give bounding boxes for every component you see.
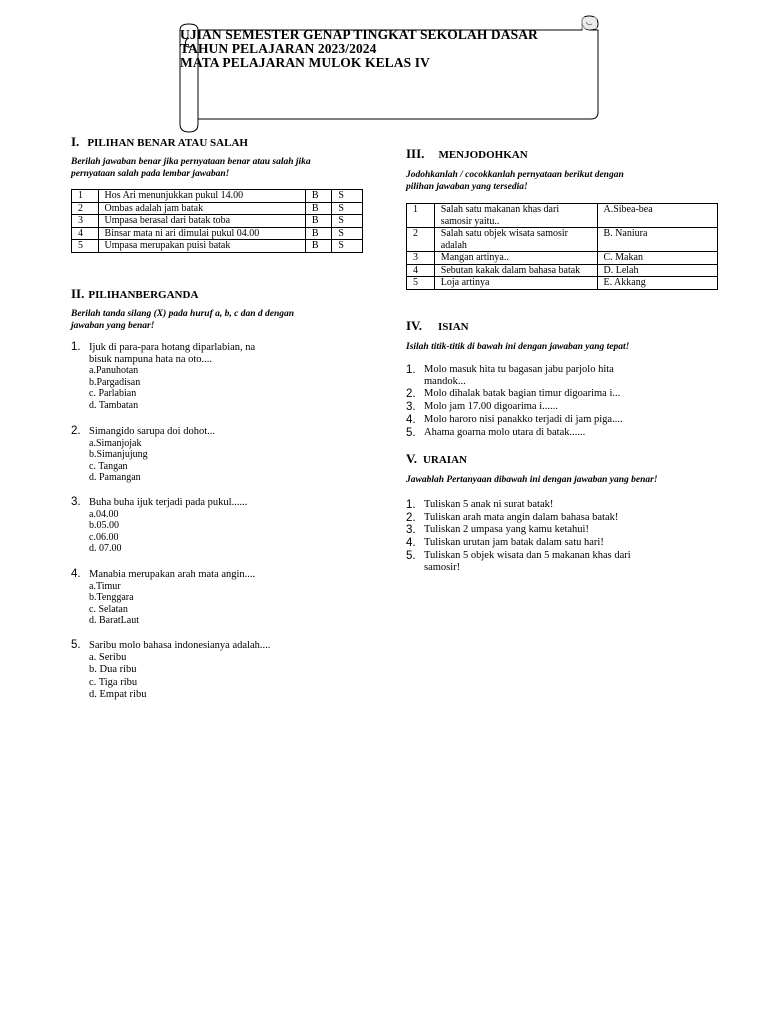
- row-number: 5: [407, 277, 435, 290]
- statement-text: Ombas adalah jam batak: [98, 202, 305, 215]
- question-text: Ijuk di para-para hotang diparlabian, na: [89, 342, 256, 353]
- item-number: 5.: [406, 550, 416, 562]
- section-1-instruction: [71, 157, 371, 180]
- statement-text: Binsar mata ni ari dimulai pukul 04.00: [98, 227, 305, 240]
- table-row: [72, 215, 363, 228]
- question: [71, 341, 349, 411]
- answer-option[interactable]: b.Tenggara: [89, 592, 134, 603]
- statement-text: Sebutan kakak dalam bahasa batak: [434, 264, 597, 277]
- question-number: 2.: [71, 425, 81, 437]
- list-item: [406, 550, 724, 574]
- section-2-title: PILIHANBERGANDA: [88, 289, 199, 301]
- instruction-line: jawaban yang benar!: [71, 320, 155, 331]
- table-row: [407, 264, 718, 277]
- section-4-instruction: Isilah titik-titik di bawah ini dengan jawaban yang tepat!: [406, 342, 630, 352]
- list-item: [406, 524, 724, 536]
- statement-text: Hos Ari menunjukkan pukul 14.00: [98, 190, 305, 203]
- row-number: 4: [72, 227, 99, 240]
- section-2-heading: [71, 286, 198, 302]
- statement-text: Umpasa merupakan puisi batak: [98, 240, 305, 253]
- instruction-line: Jodohkanlah / cocokkanlah pernyataan berikut dengan: [406, 170, 624, 180]
- section-3-title: MENJODOHKAN: [438, 149, 528, 161]
- option-benar[interactable]: B: [305, 227, 332, 240]
- section-2-number: II.: [71, 286, 85, 301]
- option-benar[interactable]: B: [305, 202, 332, 215]
- list-item: [406, 499, 724, 511]
- answer-option[interactable]: a.04.00: [89, 508, 119, 520]
- true-false-table: [71, 189, 363, 253]
- section-5-title: URAIAN: [422, 454, 467, 466]
- list-item: [406, 414, 724, 426]
- question-text: Manabia merupakan arah mata angin....: [89, 569, 256, 580]
- instruction-line: Berilah tanda silang (X) pada huruf a, b, c dan d dengan: [71, 309, 295, 319]
- item-text: Tuliskan arah mata angin dalam bahasa batak!: [424, 512, 619, 523]
- answer-option[interactable]: d. Empat ribu: [89, 689, 147, 700]
- row-number: 1: [407, 204, 435, 228]
- answer-option[interactable]: c. Parlabian: [89, 388, 137, 399]
- answer-option[interactable]: b.Simanjujung: [89, 449, 148, 460]
- list-item: [406, 388, 724, 400]
- question-number: 4.: [71, 568, 81, 580]
- item-text: Molo dihalak batak bagian timur digoarima i...: [424, 388, 621, 399]
- answer-option[interactable]: a. Seribu: [89, 651, 127, 663]
- answer-option[interactable]: d. Tambatan: [89, 399, 139, 411]
- question: [71, 496, 349, 555]
- table-row: [72, 240, 363, 253]
- statement-text: Salah satu objek wisata samosir adalah: [434, 228, 597, 252]
- item-text: samosir!: [424, 562, 461, 573]
- table-row: [72, 227, 363, 240]
- option-salah[interactable]: S: [332, 202, 363, 215]
- answer-option[interactable]: d. Pamangan: [89, 472, 141, 483]
- answer-option[interactable]: a.Panuhotan: [89, 365, 139, 376]
- list-item: [406, 512, 724, 524]
- question: [71, 568, 349, 627]
- answer-option: B. Naniura: [597, 228, 718, 252]
- option-benar[interactable]: B: [305, 240, 332, 253]
- row-number: 3: [407, 252, 435, 265]
- table-row: [407, 252, 718, 265]
- section-1-title: PILIHAN BENAR ATAU SALAH: [87, 137, 248, 149]
- question-number: 3.: [71, 496, 81, 508]
- item-text: Molo haroro nisi panakko terjadi di jam piga....: [424, 414, 623, 425]
- option-salah[interactable]: S: [332, 215, 363, 228]
- section-5-number: V.: [406, 451, 417, 466]
- table-row: [72, 190, 363, 203]
- section-1-heading: [71, 134, 248, 150]
- instruction-line: pernyataan salah pada lembar jawaban!: [71, 168, 230, 179]
- list-item: [406, 537, 724, 549]
- instruction-line: pilihan jawaban yang tersedia!: [406, 181, 528, 192]
- item-text: Molo masuk hita tu bagasan jabu parjolo hita: [424, 364, 614, 375]
- instruction-line: Berilah jawaban benar jika pernyataan benar atau salah jika: [71, 157, 311, 167]
- item-number: 4.: [406, 414, 416, 426]
- question-text: Simangido sarupa doi dohot...: [89, 426, 215, 437]
- answer-option[interactable]: c. Tiga ribu: [89, 676, 138, 688]
- list-item: [406, 401, 724, 413]
- question: [71, 425, 349, 484]
- title-line-3: MATA PELAJARAN MULOK KELAS IV: [180, 55, 430, 70]
- item-text: Ahama goarna molo utara di batak......: [424, 427, 586, 438]
- answer-option: C. Makan: [597, 252, 718, 265]
- answer-option: D. Lelah: [597, 264, 718, 277]
- item-text: Tuliskan 5 anak ni surat batak!: [424, 499, 554, 510]
- answer-option[interactable]: a.Simanjojak: [89, 437, 142, 449]
- exam-title: [180, 28, 538, 70]
- item-number: 2.: [406, 512, 416, 524]
- section-2-instruction: [71, 309, 371, 332]
- item-number: 4.: [406, 537, 416, 549]
- section-5-instruction: Jawablah Pertanyaan dibawah ini dengan jawaban yang benar!: [406, 475, 658, 485]
- item-text: Tuliskan 5 objek wisata dan 5 makanan khas dari: [424, 550, 631, 561]
- table-row: [407, 204, 718, 228]
- item-number: 3.: [406, 524, 416, 536]
- title-line-2: TAHUN PELAJARAN 2023/2024: [180, 41, 377, 56]
- row-number: 3: [72, 215, 99, 228]
- question: [71, 639, 349, 702]
- list-item: [406, 427, 724, 439]
- row-number: 2: [72, 202, 99, 215]
- section-4-title: ISIAN: [438, 321, 469, 333]
- statement-text: Salah satu makanan khas dari samosir yaitu..: [434, 204, 597, 228]
- section-5-heading: [406, 451, 467, 467]
- item-text: Tuliskan urutan jam batak dalam satu hari!: [424, 537, 604, 548]
- answer-option[interactable]: d. BaratLaut: [89, 615, 139, 626]
- section-3-number: III.: [406, 146, 425, 161]
- table-row: [407, 277, 718, 290]
- title-line-1: UJIAN SEMESTER GENAP TINGKAT SEKOLAH DASAR: [180, 27, 538, 42]
- statement-text: Umpasa berasal dari batak toba: [98, 215, 305, 228]
- answer-option: A.Sibea-bea: [597, 204, 718, 228]
- answer-option[interactable]: c. Tangan: [89, 460, 128, 472]
- question-number: 1.: [71, 341, 81, 353]
- statement-text: Loja artinya: [434, 277, 597, 290]
- table-row: [407, 228, 718, 252]
- question-text: Buha buha ijuk terjadi pada pukul......: [89, 497, 248, 508]
- table-row: [72, 202, 363, 215]
- section-4-heading: [406, 318, 469, 334]
- row-number: 1: [72, 190, 99, 203]
- row-number: 2: [407, 228, 435, 252]
- item-text: Molo jam 17.00 digoarima i......: [424, 401, 558, 412]
- answer-option[interactable]: b.05.00: [89, 520, 119, 531]
- answer-option[interactable]: c.06.00: [89, 531, 119, 543]
- option-salah[interactable]: S: [332, 190, 363, 203]
- item-number: 1.: [406, 364, 416, 376]
- option-salah[interactable]: S: [332, 227, 363, 240]
- question-number: 5.: [71, 639, 81, 651]
- list-item: [406, 364, 724, 388]
- item-number: 2.: [406, 388, 416, 400]
- section-3-heading: [406, 146, 528, 162]
- option-benar[interactable]: B: [305, 190, 332, 203]
- statement-text: Mangan artinya..: [434, 252, 597, 265]
- row-number: 5: [72, 240, 99, 253]
- item-text: Tuliskan 2 umpasa yang kamu ketahui!: [424, 524, 589, 535]
- row-number: 4: [407, 264, 435, 277]
- answer-option[interactable]: b. Dua ribu: [89, 664, 137, 675]
- option-salah[interactable]: S: [332, 240, 363, 253]
- question-text: bisuk nampuna hata na oto....: [89, 353, 213, 365]
- answer-option: E. Akkang: [597, 277, 718, 290]
- section-3-instruction: [406, 170, 706, 193]
- item-number: 5.: [406, 427, 416, 439]
- matching-table: [406, 203, 718, 290]
- answer-option[interactable]: c. Selatan: [89, 603, 128, 615]
- option-benar[interactable]: B: [305, 215, 332, 228]
- answer-option[interactable]: a.Timur: [89, 580, 121, 592]
- answer-option[interactable]: d. 07.00: [89, 543, 122, 554]
- item-text: mandok...: [424, 376, 466, 387]
- answer-option[interactable]: b.Pargadisan: [89, 376, 141, 388]
- scroll-banner: [0, 0, 768, 140]
- item-number: 1.: [406, 499, 416, 511]
- section-1-number: I.: [71, 134, 80, 149]
- question-text: Saribu molo bahasa indonesianya adalah....: [89, 640, 271, 651]
- item-number: 3.: [406, 401, 416, 413]
- section-4-number: IV.: [406, 318, 423, 333]
